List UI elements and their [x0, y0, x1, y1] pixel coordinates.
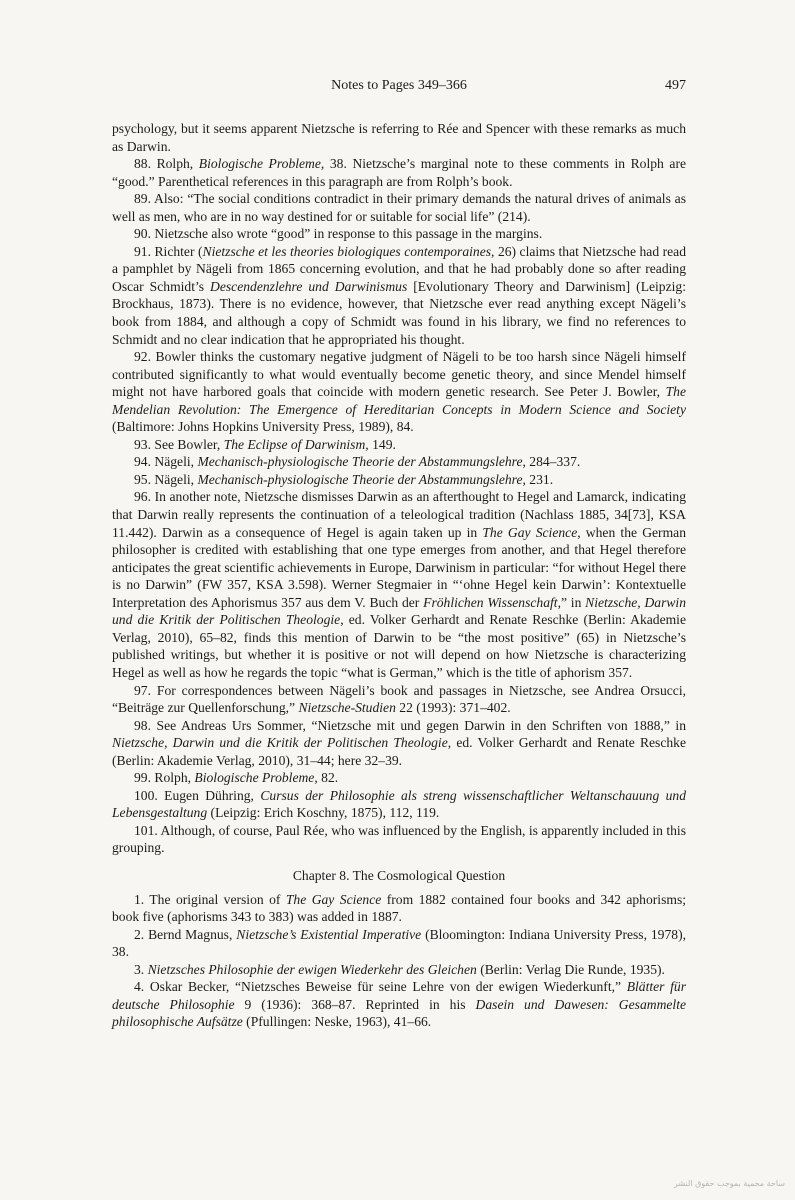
- italic-title: Biologische Probleme: [194, 770, 315, 786]
- note-text: 91. Richter (: [134, 243, 203, 259]
- chapter-notes: [112, 891, 686, 1031]
- footnote: [112, 769, 686, 787]
- note-text: , 149.: [365, 436, 396, 452]
- note-text: 90. Nietzsche also wrote “good” in response to this passage in the margins.: [134, 226, 543, 242]
- note-text: from 1882 contained four books and 342 aphorisms; book five (aphorisms 343 to 383) was added in 1887.: [112, 891, 687, 925]
- note-text: 89. Also: “The social conditions contradict in their primary demands the natural drives of animals as well as men, who are in no way destined for or suitable for social life” (214).: [112, 191, 686, 224]
- italic-title: Nietzsche et les theories biologiques contemporaines,: [202, 243, 495, 259]
- notes-body: [112, 120, 686, 1031]
- note-text: 93. See Bowler,: [134, 436, 224, 452]
- note-continuation: [112, 120, 686, 155]
- footnote: [112, 787, 686, 822]
- footnote: [112, 190, 686, 225]
- italic-title: The Gay Science: [285, 891, 382, 907]
- footnote: [112, 453, 686, 471]
- note-text: 3.: [134, 961, 148, 977]
- page-number: 497: [665, 78, 686, 93]
- italic-title: Biologische Probleme: [198, 156, 321, 172]
- note-text: 4. Oskar Becker, “Nietzsches Beweise für seine Lehre von der ewigen Wiederkunft,”: [134, 979, 627, 995]
- note-text: (Leipzig: Erich Koschny, 1875), 112, 119.: [207, 805, 440, 821]
- italic-title: Cursus der Philosophie als streng wissenschaftlicher Weltanschauung und Lebensgestaltung: [112, 787, 686, 821]
- running-header: [112, 78, 686, 100]
- note-text: , ed. Volker Gerhardt and Renate Reschke (Berlin: Akademie Verlag, 2010), 65–82, finds this mention of Darwin to be “the most positive” (65) in Nietzsche’s published writings, but whether it is positive or not will depend on how Nietzsche is characterizing Hegel as well as how he regards the topic “what is German,” which is the title of aphorism 357.: [112, 612, 686, 680]
- note-text: 22 (1993): 371–402.: [395, 700, 511, 716]
- italic-title: Nietzsche-Studien: [298, 700, 396, 716]
- italic-title: Nietzsche, Darwin und die Kritik der Politischen Theologie: [112, 735, 448, 751]
- italic-title: The Gay Science: [482, 524, 578, 540]
- footnote: [112, 717, 686, 770]
- footnote: [112, 243, 686, 348]
- note-text: (Pfullingen: Neske, 1963), 41–66.: [242, 1014, 432, 1030]
- note-text: (Berlin: Verlag Die Runde, 1935).: [476, 961, 665, 977]
- footnote: [112, 978, 686, 1031]
- note-text: 97. For correspondences between Nägeli’s book and passages in Nietzsche, see Andrea Orsucci, “Beiträge zur Quellenforschung,”: [112, 682, 686, 716]
- italic-title: Mechanisch-physiologische Theorie der Abstammungslehre: [197, 471, 523, 487]
- note-text: ” in: [560, 594, 586, 610]
- notes-section: [112, 120, 686, 857]
- footnote: [112, 822, 686, 857]
- footnote: [112, 225, 686, 243]
- note-text: , 82.: [314, 770, 339, 786]
- italic-title: Descendenzlehre und Darwinismus: [210, 278, 408, 294]
- italic-title: Nietzsches Philosophie der ewigen Wiederkehr des Gleichen: [147, 961, 477, 977]
- footnote: [112, 348, 686, 436]
- note-text: 26) claims that Nietzsche had read a pamphlet by Nägeli from 1865 concerning evolution, and that he had probably done so after reading Oscar Schmidt’s: [112, 243, 686, 294]
- note-text: 95. Nägeli,: [134, 471, 198, 487]
- note-text: 2. Bernd Magnus,: [134, 926, 237, 942]
- chapter-heading: Chapter 8. The Cosmological Question: [292, 867, 506, 883]
- footnote: [112, 155, 686, 190]
- footnote: [112, 891, 686, 926]
- note-text: 88. Rolph,: [134, 156, 199, 172]
- note-text: (Baltimore: Johns Hopkins University Press, 1989), 84.: [112, 419, 414, 435]
- footnote: [112, 961, 686, 979]
- note-text: [Evolutionary Theory and Darwinism] (Leipzig: Brockhaus, 1873). There is no evidence, however, that Nietzsche ever read anything except Nägeli’s book from 1884, and although a copy of Schmidt was found in his library, we find no references to Schmidt and no clear indication that he appropriated his thought.: [112, 278, 686, 347]
- note-text: psychology, but it seems apparent Nietzsche is referring to Rée and Spencer with these remarks as much as Darwin.: [112, 121, 686, 154]
- note-text: , when the German philosopher is credited with establishing that one type emerges from another, and that Hegel therefore anticipates the great scientific achievements in Europe, Darwinism in particular: “for without Hegel there is no Darwin” (FW 357, KSA 3.598). Werner Stegmaier in “‘ohne Hegel kein Darwin’: Kontextuelle Interpretation des Aphorismus 357 aus dem V. Buch der: [112, 524, 686, 610]
- note-text: , 231.: [522, 471, 554, 487]
- note-text: (Bloomington: Indiana University Press, 1978), 38.: [112, 926, 686, 960]
- footnote: [112, 436, 686, 454]
- running-title: Notes to Pages 349–366: [331, 78, 467, 93]
- italic-title: Mechanisch-physiologische Theorie der Abstammungslehre: [197, 454, 523, 470]
- note-text: 1. The original version of: [134, 891, 286, 907]
- italic-title: Blätter für deutsche Philosophie: [112, 979, 686, 1012]
- italic-title: Nietzsche, Darwin und die Kritik der Politischen Theologie: [112, 594, 687, 628]
- italic-title: Dasein und Dawesen: Gesammelte philosophische Aufsätze: [112, 996, 687, 1030]
- note-text: 9 (1936): 368–87. Reprinted in his: [234, 996, 476, 1012]
- note-text: , 284–337.: [522, 454, 581, 470]
- note-text: , ed. Volker Gerhardt and Renate Reschke (Berlin: Akademie Verlag, 2010), 31–44; here 32–39.: [112, 735, 686, 768]
- note-text: 92. Bowler thinks the customary negative judgment of Nägeli to be too harsh since Nägeli himself contributed significantly to what would eventually become genetic theory, and since Mendel himself might not have harbored goals that coincide with modern genetic research. See Peter J. Bowler,: [112, 349, 686, 400]
- italic-title: The Eclipse of Darwinism: [223, 436, 366, 452]
- note-text: 101. Although, of course, Paul Rée, who was influenced by the English, is apparently included in this grouping.: [112, 822, 686, 856]
- watermark-text: ساحة محمية بموجب حقوق النشر: [673, 1179, 785, 1188]
- italic-title: Fröhlichen Wissenschaft,: [423, 594, 561, 610]
- italic-title: Nietzsche’s Existential Imperative: [236, 926, 422, 942]
- footnote: [112, 682, 686, 717]
- footnote: [112, 488, 686, 681]
- note-text: , 38. Nietzsche’s marginal note to these comments in Rolph are “good.” Parenthetical references in this paragraph are from Rolph’s book.: [112, 156, 687, 189]
- footnote: [112, 471, 686, 489]
- italic-title: The Mendelian Revolution: The Emergence of Hereditarian Concepts in Modern Science and Society: [112, 384, 686, 417]
- footnote: [112, 926, 686, 961]
- note-text: 99. Rolph,: [134, 770, 195, 786]
- note-text: 100. Eugen Dühring,: [134, 787, 261, 803]
- note-text: 96. In another note, Nietzsche dismisses Darwin as an afterthought to Hegel and Lamarck, indicating that Darwin really represents the continuation of a teleological tradition (Nachlass 1885, 34[73], KSA 11.442). Darwin as a consequence of Hegel is again taken up in: [112, 489, 686, 540]
- note-text: 98. See Andreas Urs Sommer, “Nietzsche mit und gegen Darwin in den Schriften von 1888,” in: [134, 717, 686, 733]
- note-text: 94. Nägeli,: [134, 454, 198, 470]
